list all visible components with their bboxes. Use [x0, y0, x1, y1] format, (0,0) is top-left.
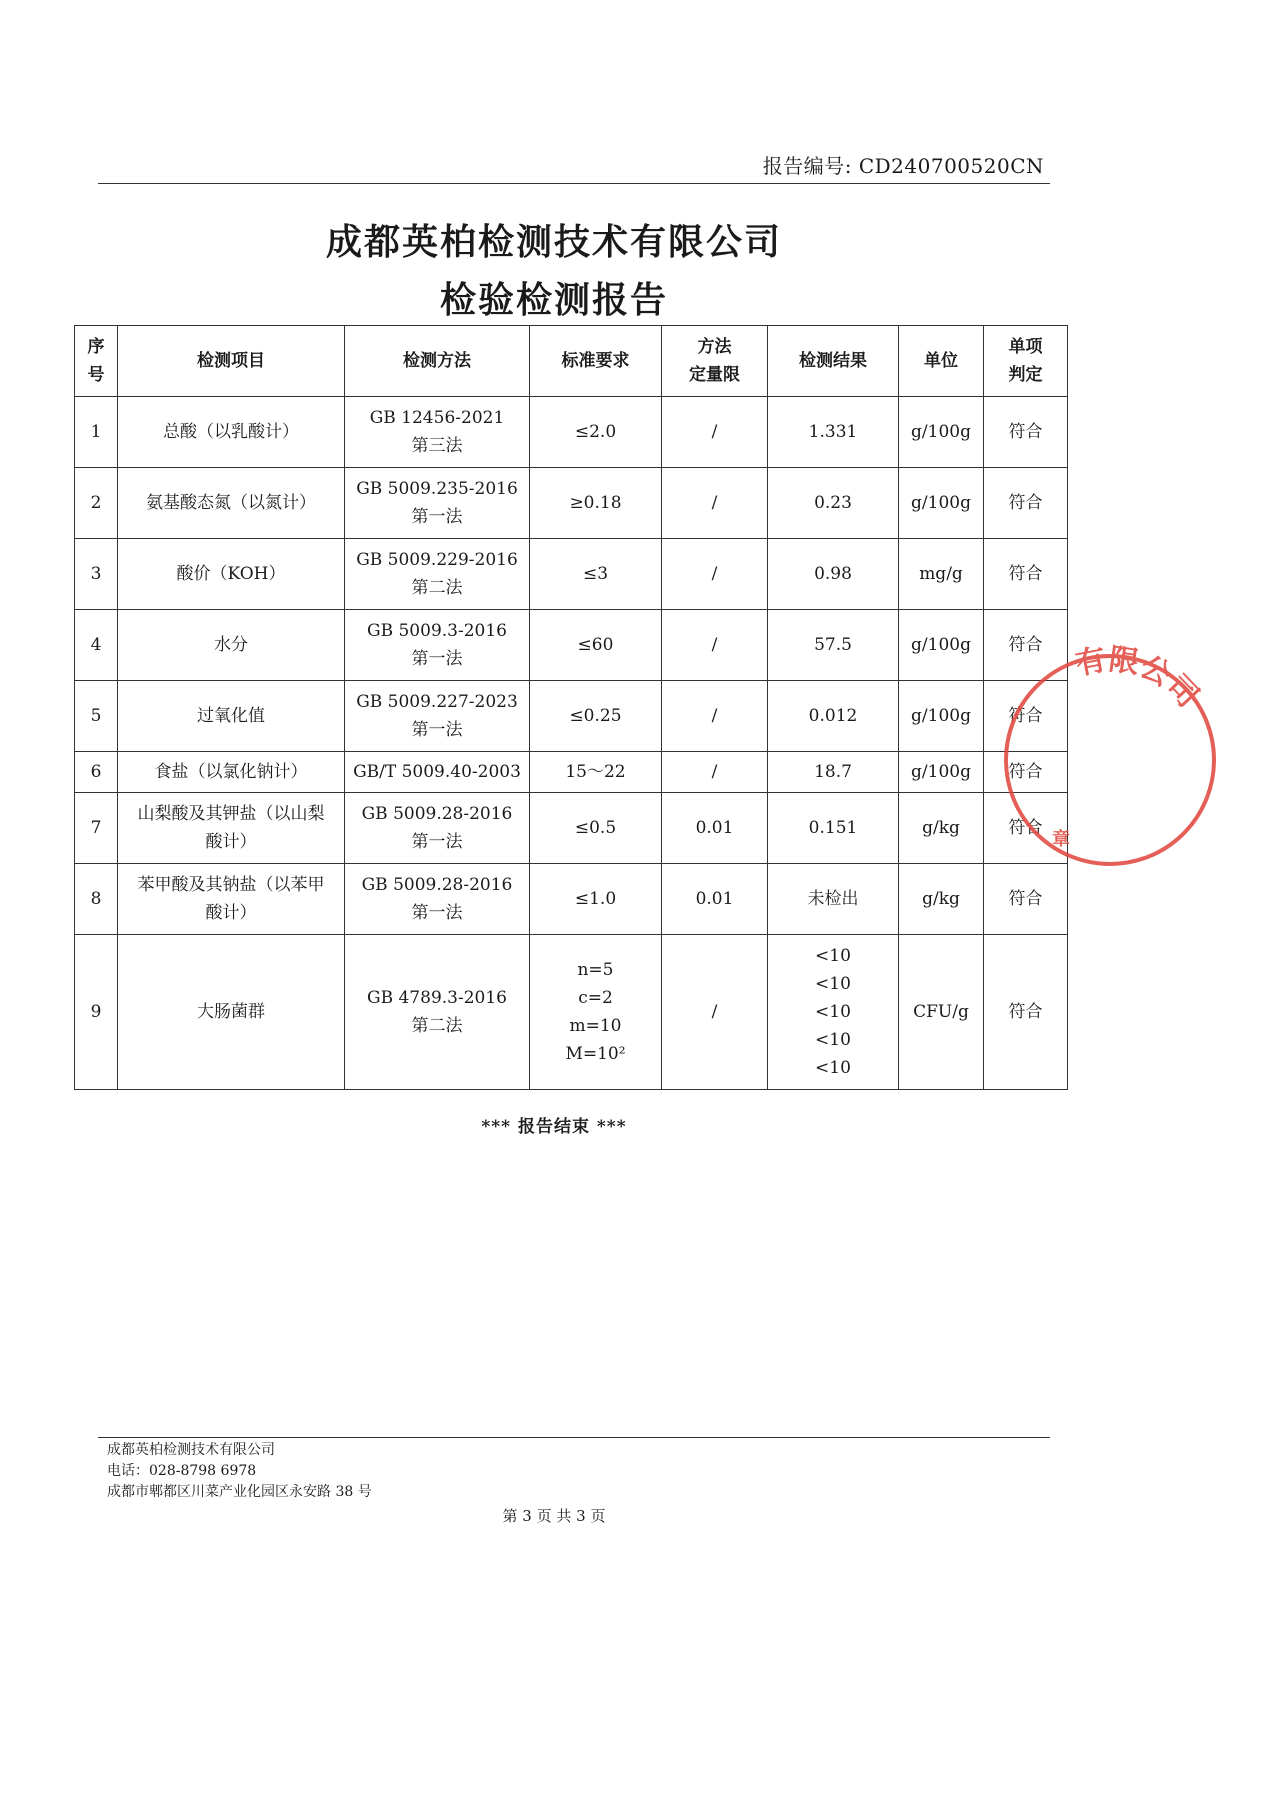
cell-standard — [530, 610, 662, 681]
cell-line: 0.98 — [814, 564, 852, 584]
cell-line: 酸计） — [205, 903, 257, 923]
table-row — [75, 752, 1068, 793]
cell-unit: mg/g — [899, 539, 984, 610]
footer-address: 成都市郫都区川菜产业化园区永安路 38 号 — [107, 1484, 372, 1500]
cell-item — [118, 752, 345, 793]
cell-line: 第一法 — [411, 720, 463, 740]
header-item: 检测项目 — [118, 326, 345, 397]
results-table — [74, 325, 1068, 1090]
cell-item — [118, 397, 345, 468]
cell-result — [768, 864, 899, 935]
cell-line: 苯甲酸及其钠盐（以苯甲 — [137, 875, 325, 895]
header-judgment: 单项 判定 — [984, 326, 1068, 397]
cell-standard — [530, 752, 662, 793]
cell-line: GB 12456-2021 — [369, 408, 505, 428]
cell-line: 0.012 — [808, 706, 858, 726]
company-title: 成都英柏检测技术有限公司 — [325, 221, 782, 263]
seal-suffix: 章 — [1052, 829, 1070, 850]
header-unit: 单位 — [899, 326, 984, 397]
results-table-body — [75, 397, 1068, 1090]
cell-line: 第三法 — [411, 436, 463, 456]
footer-company: 成都英柏检测技术有限公司 — [107, 1442, 275, 1458]
cell-line: GB 5009.235-2016 — [356, 479, 518, 499]
cell-line: GB 5009.28-2016 — [361, 804, 513, 824]
cell-unit: g/100g — [899, 397, 984, 468]
cell-line: 酸计） — [205, 832, 257, 852]
cell-line: ≤60 — [577, 635, 614, 655]
cell-line: ≤0.5 — [574, 818, 617, 838]
cell-line: 水分 — [214, 635, 248, 655]
cell-method — [345, 793, 530, 864]
cell-no: 7 — [75, 793, 118, 864]
cell-item — [118, 935, 345, 1090]
page-number: 第 3 页 共 3 页 — [502, 1507, 606, 1525]
cell-no: 6 — [75, 752, 118, 793]
cell-line: <10 — [815, 1058, 851, 1078]
cell-standard — [530, 681, 662, 752]
cell-method — [345, 752, 530, 793]
cell-result — [768, 793, 899, 864]
cell-standard — [530, 864, 662, 935]
cell-line: 1.331 — [808, 422, 858, 442]
cell-standard — [530, 468, 662, 539]
header-rule — [98, 183, 1050, 184]
cell-judgment: 符合 — [984, 935, 1068, 1090]
table-row — [75, 681, 1068, 752]
cell-line: 第一法 — [411, 507, 463, 527]
cell-method — [345, 468, 530, 539]
table-row — [75, 539, 1068, 610]
table-row — [75, 610, 1068, 681]
table-row — [75, 397, 1068, 468]
cell-loq: / — [662, 468, 768, 539]
cell-method — [345, 864, 530, 935]
cell-no: 2 — [75, 468, 118, 539]
cell-line: ≤3 — [582, 564, 609, 584]
report-end-marker: *** 报告结束 *** — [481, 1117, 627, 1137]
cell-method — [345, 935, 530, 1090]
cell-line: 18.7 — [814, 762, 852, 782]
cell-item — [118, 681, 345, 752]
header-loq: 方法 定量限 — [662, 326, 768, 397]
cell-line: GB 5009.28-2016 — [361, 875, 513, 895]
cell-judgment: 符合 — [984, 397, 1068, 468]
table-row — [75, 468, 1068, 539]
cell-line: <10 — [815, 1002, 851, 1022]
cell-line: 食盐（以氯化钠计） — [154, 762, 308, 782]
cell-judgment: 符合 — [984, 539, 1068, 610]
cell-unit: g/100g — [899, 468, 984, 539]
table-header-row — [75, 326, 1068, 397]
table-row — [75, 793, 1068, 864]
cell-line: 大肠菌群 — [197, 1002, 265, 1022]
cell-line: ≤1.0 — [574, 889, 617, 909]
cell-unit: g/kg — [899, 864, 984, 935]
cell-line: 山梨酸及其钾盐（以山梨 — [137, 804, 325, 824]
footer-rule — [98, 1437, 1050, 1438]
cell-item — [118, 468, 345, 539]
cell-line: 0.151 — [808, 818, 858, 838]
cell-loq: 0.01 — [662, 793, 768, 864]
cell-result — [768, 935, 899, 1090]
cell-unit: CFU/g — [899, 935, 984, 1090]
cell-line: 57.5 — [814, 635, 852, 655]
cell-loq: / — [662, 681, 768, 752]
cell-loq: 0.01 — [662, 864, 768, 935]
cell-standard — [530, 935, 662, 1090]
cell-result — [768, 752, 899, 793]
cell-line: 15～22 — [565, 762, 626, 782]
cell-loq: / — [662, 610, 768, 681]
cell-line: 第一法 — [411, 832, 463, 852]
cell-line: 总酸（以乳酸计） — [163, 422, 299, 442]
cell-unit: g/100g — [899, 610, 984, 681]
cell-line: 过氧化值 — [197, 706, 265, 726]
cell-line: ≤0.25 — [569, 706, 622, 726]
cell-no: 9 — [75, 935, 118, 1090]
cell-line: 第一法 — [411, 649, 463, 669]
footer-phone: 电话：028-8798 6978 — [107, 1463, 257, 1479]
cell-line: GB 5009.229-2016 — [356, 550, 518, 570]
cell-line: GB 5009.227-2023 — [356, 692, 518, 712]
cell-judgment: 符合 — [984, 864, 1068, 935]
cell-method — [345, 610, 530, 681]
cell-unit: g/100g — [899, 752, 984, 793]
seal-text: 有限公司 — [1072, 642, 1206, 715]
cell-judgment: 符合 — [984, 793, 1068, 864]
cell-line: 氨基酸态氮（以氮计） — [146, 493, 316, 513]
header-method: 检测方法 — [345, 326, 530, 397]
cell-method — [345, 539, 530, 610]
cell-no: 1 — [75, 397, 118, 468]
cell-loq: / — [662, 397, 768, 468]
cell-line: GB 5009.3-2016 — [367, 621, 507, 641]
cell-unit: g/kg — [899, 793, 984, 864]
cell-line: ≤2.0 — [574, 422, 617, 442]
cell-line: ≥0.18 — [569, 493, 622, 513]
cell-result — [768, 681, 899, 752]
cell-result — [768, 610, 899, 681]
cell-no: 5 — [75, 681, 118, 752]
cell-line: <10 — [815, 974, 851, 994]
cell-line: GB/T 5009.40-2003 — [353, 762, 521, 782]
table-row — [75, 864, 1068, 935]
cell-standard — [530, 539, 662, 610]
cell-line: 第二法 — [411, 578, 463, 598]
cell-line: 酸价（KOH） — [176, 564, 286, 584]
header-seq: 序 号 — [75, 326, 118, 397]
cell-method — [345, 681, 530, 752]
cell-standard — [530, 793, 662, 864]
cell-judgment: 符合 — [984, 681, 1068, 752]
cell-line: 未检出 — [807, 889, 859, 909]
table-row — [75, 935, 1068, 1090]
cell-loq: / — [662, 935, 768, 1090]
cell-loq: / — [662, 539, 768, 610]
cell-line: M=10² — [565, 1044, 626, 1064]
cell-result — [768, 539, 899, 610]
cell-no: 4 — [75, 610, 118, 681]
cell-no: 8 — [75, 864, 118, 935]
cell-line: 第二法 — [411, 1016, 463, 1036]
cell-result — [768, 468, 899, 539]
header-result: 检测结果 — [768, 326, 899, 397]
document-title: 检验检测报告 — [439, 279, 668, 321]
cell-line: 第一法 — [411, 903, 463, 923]
cell-item — [118, 793, 345, 864]
cell-line: 0.23 — [814, 493, 852, 513]
cell-line: <10 — [815, 1030, 851, 1050]
cell-method — [345, 397, 530, 468]
cell-no: 3 — [75, 539, 118, 610]
cell-line: n=5 — [577, 960, 614, 980]
cell-line: <10 — [815, 946, 851, 966]
cell-standard — [530, 397, 662, 468]
cell-judgment: 符合 — [984, 610, 1068, 681]
cell-judgment: 符合 — [984, 468, 1068, 539]
report-number: 报告编号: CD240700520CN — [762, 154, 1044, 178]
cell-result — [768, 397, 899, 468]
header-standard: 标准要求 — [530, 326, 662, 397]
cell-item — [118, 864, 345, 935]
cell-line: m=10 — [569, 1016, 622, 1036]
cell-loq: / — [662, 752, 768, 793]
cell-line: c=2 — [578, 988, 613, 1008]
cell-line: GB 4789.3-2016 — [367, 988, 507, 1008]
cell-item — [118, 539, 345, 610]
cell-item — [118, 610, 345, 681]
footer — [107, 1440, 372, 1503]
cell-judgment: 符合 — [984, 752, 1068, 793]
cell-unit: g/100g — [899, 681, 984, 752]
